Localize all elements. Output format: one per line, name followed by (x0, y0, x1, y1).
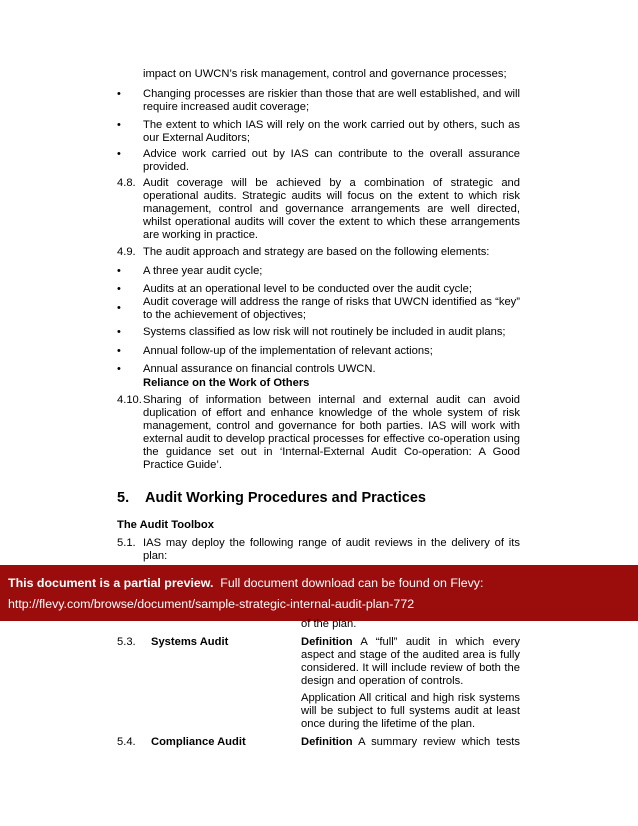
para-4-9-number: 4.9. (117, 246, 136, 258)
systems-app-line2: will be subject to full systems audit at least (301, 705, 520, 717)
bullet-b2: Audits at an operational level to be conducted over the audit cycle; (143, 283, 472, 295)
bullet-a1-line2: require increased audit coverage; (143, 101, 310, 113)
bullet-a2-line1: The extent to which IAS will rely on the work carried out by others, such as (143, 119, 520, 131)
intro-line: impact on UWCN’s risk management, control and governance processes; (143, 68, 507, 80)
compliance-def-text: A summary review which tests (352, 736, 520, 748)
compliance-def-line1 (301, 736, 520, 749)
bullet-icon: • (117, 283, 121, 295)
bullet-icon: • (117, 345, 121, 357)
bullet-a3-line1: Advice work carried out by IAS can contribute to the overall assurance (143, 148, 520, 160)
bullet-icon: • (117, 265, 121, 277)
preview-banner (0, 565, 638, 621)
definition-label: Definition (301, 636, 353, 648)
para-5-1-line1: IAS may deploy the following range of audit reviews in the delivery of its (143, 537, 520, 549)
bullet-b1: A three year audit cycle; (143, 265, 263, 277)
para-4-10-line6: Practice Guide’. (143, 459, 222, 471)
compliance-audit-label: Compliance Audit (151, 736, 246, 748)
para-4-8-number: 4.8. (117, 177, 136, 189)
systems-def-line2: aspect and stage of the audited area is fully (301, 649, 520, 661)
bullet-icon: • (117, 326, 121, 338)
bullet-b4: Systems classified as low risk will not routinely be included in audit plans; (143, 326, 506, 338)
para-4-8-line4: whilst operational audits will cover the extent to which these arrangements (143, 216, 520, 228)
systems-def-line1 (301, 636, 520, 649)
systems-audit-label: Systems Audit (151, 636, 229, 648)
systems-def-line4: design and operation of controls. (301, 675, 464, 687)
toolbox-heading: The Audit Toolbox (117, 519, 214, 531)
bullet-icon: • (117, 363, 121, 375)
para-5-3-number: 5.3. (117, 636, 136, 648)
definition-label: Definition (301, 736, 353, 748)
banner-message (8, 576, 483, 591)
para-5-1-line2: plan: (143, 550, 168, 562)
para-4-10-line2: duplication of effort and enhance knowledge of the whole system of risk (143, 407, 520, 419)
of-plan-fragment: of the plan. (301, 618, 357, 630)
para-4-10-number: 4.10. (117, 394, 142, 406)
banner-rest-text: Full document download can be found on Flevy: (213, 576, 484, 590)
banner-bold-text: This document is a partial preview. (8, 576, 214, 590)
systems-def-line3: considered. It will include review of both the (301, 662, 520, 674)
para-4-9-text: The audit approach and strategy are based on the following elements: (143, 246, 490, 258)
reliance-heading: Reliance on the Work of Others (143, 377, 310, 389)
bullet-a2-line2: our External Auditors; (143, 132, 250, 144)
section-5-number: 5. (117, 490, 130, 506)
para-4-8-line1: Audit coverage will be achieved by a combination of strategic and (143, 177, 520, 189)
bullet-b6: Annual assurance on financial controls UWCN. (143, 363, 376, 375)
bullet-icon: • (117, 119, 121, 131)
para-4-10-line5: the guidance set out in ‘Internal-External Audit Co-operation: A Good (143, 446, 520, 458)
systems-app-line1: Application All critical and high risk systems (301, 692, 520, 704)
para-4-8-line2: operational audits. Strategic audits will focus on the extent to which risk (143, 190, 520, 202)
bullet-icon: • (117, 148, 121, 160)
bullet-icon: • (117, 302, 121, 314)
bullet-b3-line1: Audit coverage will address the range of risks that UWCN identified as “key” (143, 296, 520, 308)
section-5-title: Audit Working Procedures and Practices (145, 490, 426, 506)
para-4-10-line1: Sharing of information between internal and external audit can avoid (143, 394, 520, 406)
bullet-icon: • (117, 88, 121, 100)
para-4-8-line5: are working in practice. (143, 229, 259, 241)
bullet-a1-line1: Changing processes are riskier than those that are well established, and will (143, 88, 520, 100)
para-5-4-number: 5.4. (117, 736, 136, 748)
para-4-10-line4: external audit to develop practical processes for effective co-operation using (143, 433, 520, 445)
bullet-a3-line2: provided. (143, 161, 190, 173)
para-4-8-line3: management, control and governance arrangements are well directed, (143, 203, 520, 215)
systems-def-text: A “full” audit in which every (352, 636, 520, 648)
systems-app-line3: once during the lifetime of the plan. (301, 718, 476, 730)
para-4-10-line3: management, control and governance for both parties. IAS will work with (143, 420, 520, 432)
para-5-1-number: 5.1. (117, 537, 136, 549)
bullet-b5: Annual follow-up of the implementation of relevant actions; (143, 345, 433, 357)
bullet-b3-line2: to the achievement of objectives; (143, 309, 306, 321)
banner-download-link[interactable]: http://flevy.com/browse/document/sample-strategic-internal-audit-plan-772 (8, 597, 415, 611)
